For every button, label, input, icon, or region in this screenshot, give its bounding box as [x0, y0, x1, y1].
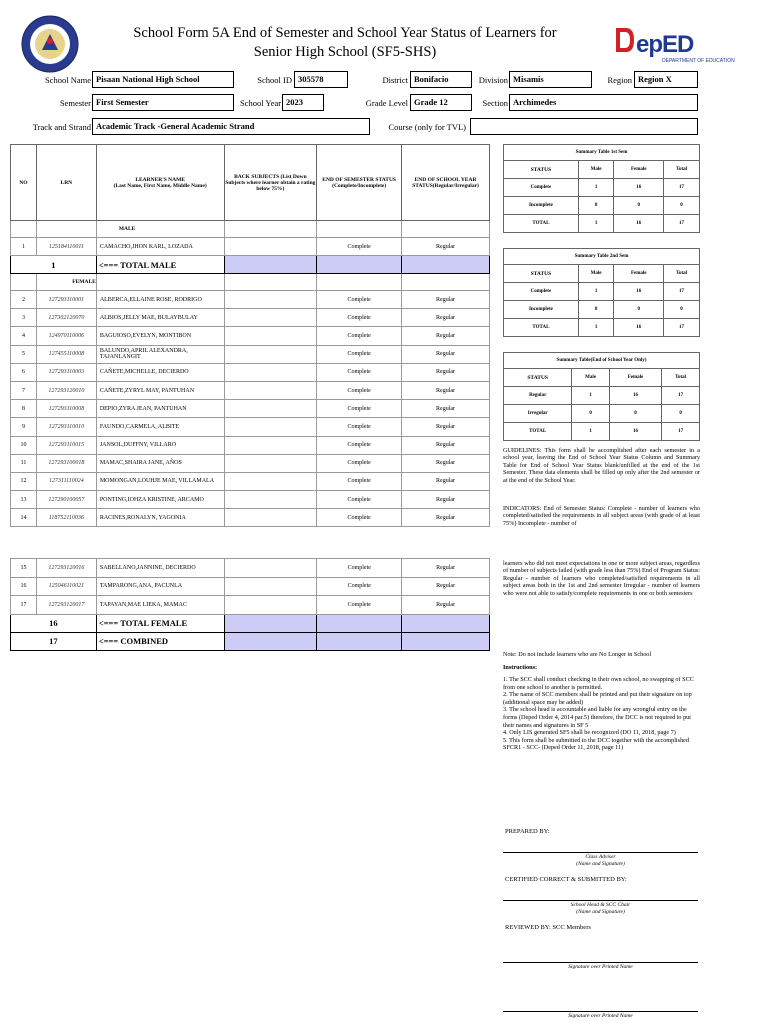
head-title: School Head & SCC Chair [570, 902, 631, 908]
cell-no: 5 [11, 345, 37, 363]
cell-back-subjects [224, 491, 317, 509]
indicators-text-top: INDICATORS: End of Semester Status: Complete - number of learners who completed/satisfied the requirements in all subject areas (with grade of at least 75%) Incomplete - number of [503, 505, 700, 527]
summary-cell-f: 16 [614, 283, 664, 301]
cell-name: TAPAYAN,MAE LIEKA, MAMAC [96, 596, 224, 615]
summary-row [504, 423, 700, 441]
head-caption [503, 902, 698, 915]
summary2-total-header: Total [664, 265, 700, 283]
table-row [11, 309, 490, 327]
table-row [11, 596, 490, 615]
school-name-label: School Name [44, 75, 91, 85]
cell-eoy-status: Regular [402, 381, 490, 399]
summary-row [504, 301, 700, 319]
summary-row [504, 215, 700, 233]
col-eoy-header: END OF SCHOOL YEAR STATUS(Regular/Irregular) [402, 145, 490, 221]
instruction-4: 4. Only LIS generated SF5 shall be recognized (DO 11, 2018, page 7) [503, 729, 676, 737]
cell-lrn: 127293120017 [36, 596, 96, 615]
summary-table-2nd-sem [503, 248, 700, 337]
cell-eoy-status: Regular [402, 418, 490, 436]
total-female-row [11, 614, 490, 632]
summary-cell-m: 0 [572, 405, 609, 423]
grade-level-label: Grade Level [365, 98, 408, 108]
summary-cell-t: 17 [664, 319, 700, 337]
cell-name: CAÑETE,MICHELLE, DECIERDO [96, 363, 224, 381]
table-row [11, 472, 490, 490]
cell-eos-status: Complete [317, 291, 402, 309]
cell-name: BALUNDO,APRIL ALEXANDRA, TAJANLANGIT [96, 345, 224, 363]
cell-eos-status: Complete [317, 436, 402, 454]
cell-back-subjects [224, 436, 317, 454]
member2-signature-line[interactable] [503, 1011, 698, 1012]
table-row [11, 436, 490, 454]
cell-no: 3 [11, 309, 37, 327]
summary-cell-m: 1 [578, 215, 614, 233]
summary-cell-m: 1 [578, 179, 614, 197]
col-back-header: BACK SUBJECTS (List Down Subjects where learner obtain a rating below 75%) [224, 145, 317, 221]
cell-name: MAMAC,SHAIRA JANE, AÑOS [96, 454, 224, 472]
cell-no: 8 [11, 400, 37, 418]
course-label: Course (only for TVL) [388, 122, 466, 132]
deped-logo [612, 22, 742, 68]
summary-cell-f: 0 [609, 405, 661, 423]
cell-lrn: 127302120070 [36, 309, 96, 327]
summary-cell-label: Regular [504, 387, 572, 405]
cell-eoy-status: Regular [402, 291, 490, 309]
cell-name: MOMONGAN,LOUHJE MAE, VILLAMALA [96, 472, 224, 490]
instruction-2: 2. The name of SCC members shall be printed and put their signature on top (additional space may be added) [503, 691, 692, 706]
cell-no: 13 [11, 491, 37, 509]
total-male-count: 1 [11, 256, 97, 274]
summary-row [504, 197, 700, 215]
table-row [11, 291, 490, 309]
indicators-text-bottom: learners who did not meet expectations in one or more subject areas, regardless of number of subjects failed (with grade less than 75%) End of Program Status: Regular - number of learners who completed/satisfied requirements in all subject areas both in the 1st and 2nd semester Irregular - number of learners who were not able to satisfy/complete requirements in one or both semesters [503, 560, 700, 597]
cell-lrn: 127293110010 [36, 418, 96, 436]
cell-eos-status: Complete [317, 596, 402, 615]
cell-lrn: 127293110003 [36, 363, 96, 381]
reviewed-by-label: REVIEWED BY: SCC Members [505, 924, 591, 931]
cell-eos-status: Complete [317, 491, 402, 509]
cell-no: 7 [11, 381, 37, 399]
cell-back-subjects [224, 345, 317, 363]
summary-cell-label: Complete [504, 179, 579, 197]
summary-cell-m: 1 [578, 283, 614, 301]
cell-lrn: 127290100057 [36, 491, 96, 509]
total-male-row [11, 256, 490, 274]
cell-name: RACINES,RONALYN, YAGONIA [96, 509, 224, 527]
cell-eoy-status: Regular [402, 596, 490, 615]
cell-eos-status: Complete [317, 509, 402, 527]
cell-eos-status: Complete [317, 472, 402, 490]
cell-eoy-status: Regular [402, 238, 490, 256]
table-row [11, 491, 490, 509]
school-year-label: School Year [240, 98, 282, 108]
cell-name: ALBIOS,JELLY MAE, BULAYBULAY [96, 309, 224, 327]
table-row [11, 381, 490, 399]
cell-name: SABELLANO,JANNINE, DECIERDO [96, 559, 224, 578]
summary-row [504, 387, 700, 405]
cell-eos-status: Complete [317, 400, 402, 418]
member2-caption: Signature over Printed Name [568, 1013, 633, 1019]
cell-no: 4 [11, 327, 37, 345]
cell-lrn: 127293110008 [36, 400, 96, 418]
head-subtitle: (Name and Signature) [576, 908, 625, 915]
male-label: MALE [96, 221, 224, 238]
cell-no: 15 [11, 559, 37, 578]
col-eos-header [317, 145, 402, 221]
summary-cell-m: 0 [578, 197, 614, 215]
cell-eos-status: Complete [317, 381, 402, 399]
cell-lrn: 118752110036 [36, 509, 96, 527]
col-no-header: NO [11, 145, 37, 221]
cell-back-subjects [224, 291, 317, 309]
instruction-5: 5. This form shall be submitted to the DCC together with the accomplished SFCR1 - SCC- (Deped Order 11, 2018, page 11) [503, 736, 689, 752]
col-eos-sub: (Complete/Incomplete) [332, 182, 387, 189]
summary-table-1st-sem [503, 144, 700, 233]
cell-no: 14 [11, 509, 37, 527]
summary3-male-header: Male [572, 369, 609, 387]
guidelines-text: GUIDELINES: This form shall be accomplished after each semester in a school year, leaving the End of School Year Status Column and Summary Table for End of School Year Status blank/unfilled at the end of the 1st Semester. These data elements shall be filled up only after the 2nd semester or at the end of the School Year. [503, 447, 700, 484]
member1-caption: Signature over Printed Name [568, 964, 633, 970]
district-label: District [382, 75, 408, 85]
member1-signature-line[interactable] [503, 962, 698, 963]
summary-cell-f: 16 [609, 387, 661, 405]
table-row [11, 577, 490, 596]
cell-eos-status: Complete [317, 345, 402, 363]
cell-eoy-status: Regular [402, 509, 490, 527]
cell-eoy-status: Regular [402, 559, 490, 578]
cell-lrn: 127293100018 [36, 454, 96, 472]
cell-no: 2 [11, 291, 37, 309]
cell-back-subjects [224, 418, 317, 436]
cell-name: JANSOL,DUFFNY, VILLARO [96, 436, 224, 454]
cell-no: 11 [11, 454, 37, 472]
summary-cell-f: 16 [614, 179, 664, 197]
summary2-male-header: Male [578, 265, 614, 283]
cell-eos-status: Complete [317, 577, 402, 596]
female-label: FEMALE [36, 274, 96, 291]
summary-cell-t: 17 [662, 387, 700, 405]
cell-eoy-status: Regular [402, 454, 490, 472]
summary3-female-header: Female [609, 369, 661, 387]
course-field[interactable] [470, 118, 698, 135]
cell-lrn: 127293120016 [36, 559, 96, 578]
summary-cell-label: Irregular [504, 405, 572, 423]
cell-eoy-status: Regular [402, 345, 490, 363]
cell-back-subjects [224, 309, 317, 327]
summary3-total-header: Total [662, 369, 700, 387]
instructions-list [503, 676, 700, 752]
adviser-signature-line[interactable] [503, 852, 698, 853]
track-label: Track and Strand [32, 122, 91, 132]
cell-name: CAMACHO,JHON KARL, LOZADA [96, 238, 224, 256]
summary2-female-header: Female [614, 265, 664, 283]
summary-cell-label: Complete [504, 283, 579, 301]
summary-cell-m: 1 [572, 423, 609, 441]
cell-lrn: 127293110015 [36, 436, 96, 454]
cell-eoy-status: Regular [402, 472, 490, 490]
table-row [11, 345, 490, 363]
section-label: Section [482, 98, 508, 108]
cell-back-subjects [224, 472, 317, 490]
cell-name: PONTING,IOHZA KRISTINE, ARCAMO [96, 491, 224, 509]
cell-back-subjects [224, 596, 317, 615]
summary-row [504, 319, 700, 337]
learners-table-page1 [10, 144, 490, 527]
summary-table-end-of-year [503, 352, 700, 441]
region-field[interactable]: Region X [634, 71, 698, 88]
summary1-status-header: STATUS [504, 161, 579, 179]
cell-name: ALBERCA,ELLAINE ROSE, RODRIGO [96, 291, 224, 309]
total-female-count: 16 [11, 614, 97, 632]
instruction-3: 3. The school head is accountable and liable for any wrongful entry on the forms (Deped Order 4, 2014 par.5) therefore, the DCC is not required to put their names and signatures in SF 5 [503, 706, 691, 729]
summary1-female-header: Female [614, 161, 664, 179]
summary-cell-label: TOTAL [504, 423, 572, 441]
deped-seal-icon [20, 14, 80, 74]
table-header-row [11, 145, 490, 221]
cell-eoy-status: Regular [402, 363, 490, 381]
school-id-field[interactable]: 305578 [294, 71, 348, 88]
school-name-field[interactable]: Pisaan National High School [92, 71, 234, 88]
cell-name: BAGUIOSO,EVELYN, MONTIBON [96, 327, 224, 345]
certified-label: CERTIFIED CORRECT & SUBMITTED BY: [505, 876, 627, 883]
adviser-caption [503, 854, 698, 867]
table-row [11, 363, 490, 381]
semester-label: Semester [59, 98, 91, 108]
table-row [11, 327, 490, 345]
summary1-caption: Summary Table 1st Sem [504, 145, 700, 161]
cell-no: 17 [11, 596, 37, 615]
table-row [11, 559, 490, 578]
cell-eoy-status: Regular [402, 400, 490, 418]
cell-no: 1 [11, 238, 37, 256]
cell-name: TAMPARONG,ANA, PACUNLA [96, 577, 224, 596]
cell-back-subjects [224, 381, 317, 399]
cell-lrn: 124970110006 [36, 327, 96, 345]
prepared-by-label: PREPARED BY: [505, 828, 550, 835]
summary-cell-m: 1 [572, 387, 609, 405]
cell-back-subjects [224, 577, 317, 596]
cell-eoy-status: Regular [402, 309, 490, 327]
cell-eos-status: Complete [317, 559, 402, 578]
combined-label: <=== COMBINED [96, 632, 224, 650]
summary-row [504, 405, 700, 423]
cell-eoy-status: Regular [402, 577, 490, 596]
summary-cell-t: 0 [664, 197, 700, 215]
cell-eoy-status: Regular [402, 327, 490, 345]
col-lrn-header: LRN [36, 145, 96, 221]
summary2-caption: Summary Table 2nd Sem [504, 249, 700, 265]
cell-back-subjects [224, 327, 317, 345]
summary-cell-t: 0 [662, 405, 700, 423]
cell-no: 6 [11, 363, 37, 381]
table-row [11, 418, 490, 436]
summary-cell-label: TOTAL [504, 215, 579, 233]
summary-cell-m: 0 [578, 301, 614, 319]
cell-eos-status: Complete [317, 238, 402, 256]
table-row [11, 238, 490, 256]
summary1-total-header: Total [664, 161, 700, 179]
instruction-1: 1. The SCC shall conduct checking in their own school, no swapping of SCC from one school to another is permitted. [503, 676, 694, 691]
summary-cell-m: 1 [578, 319, 614, 337]
summary-cell-f: 16 [614, 319, 664, 337]
note-line: Note: Do not include learners who are No Longer in School [503, 651, 652, 658]
combined-count: 17 [11, 632, 97, 650]
summary-cell-f: 16 [609, 423, 661, 441]
section-field[interactable]: Archimedes [509, 94, 698, 111]
summary-cell-t: 17 [664, 215, 700, 233]
summary2-status-header: STATUS [504, 265, 579, 283]
cell-back-subjects [224, 400, 317, 418]
female-section-row [11, 274, 490, 291]
learners-table-page2 [10, 558, 490, 651]
semester-field[interactable]: First Semester [92, 94, 234, 111]
summary-cell-f: 0 [614, 197, 664, 215]
district-field[interactable]: Bonifacio [410, 71, 472, 88]
form-title-line1: School Form 5A End of Semester and School Year Status of Learners for [133, 25, 557, 41]
cell-eos-status: Complete [317, 454, 402, 472]
cell-back-subjects [224, 559, 317, 578]
summary-cell-t: 0 [664, 301, 700, 319]
cell-name: DEPIO,ZYRA JEAN, PANTUHAN [96, 400, 224, 418]
table-row [11, 454, 490, 472]
division-label: Division [478, 75, 508, 85]
col-name-header [96, 145, 224, 221]
instructions-title: Instructions: [503, 664, 538, 671]
summary3-caption: Summary Table(End of School Year Only) [504, 353, 700, 369]
division-field[interactable]: Misamis [509, 71, 592, 88]
cell-no: 12 [11, 472, 37, 490]
table-row [11, 400, 490, 418]
head-signature-line[interactable] [503, 900, 698, 901]
summary-cell-label: TOTAL [504, 319, 579, 337]
deped-logo-sub: DEPARTMENT OF EDUCATION [662, 58, 735, 64]
cell-eoy-status: Regular [402, 491, 490, 509]
table-row [11, 509, 490, 527]
cell-no: 10 [11, 436, 37, 454]
total-female-label: <=== TOTAL FEMALE [96, 614, 224, 632]
form-title-line2: Senior High School (SF5-SHS) [253, 44, 437, 60]
col-name-sub: (Last Name, First Name, Middle Name) [113, 182, 207, 189]
summary-row [504, 283, 700, 301]
summary-cell-label: Incomplete [504, 301, 579, 319]
cell-lrn: 127311110024 [36, 472, 96, 490]
school-year-field[interactable]: 2023 [282, 94, 324, 111]
summary-cell-t: 17 [664, 179, 700, 197]
deped-logo-text: epED [636, 31, 694, 58]
grade-level-field[interactable]: Grade 12 [410, 94, 472, 111]
track-field[interactable]: Academic Track -General Academic Strand [92, 118, 370, 135]
summary-row [504, 179, 700, 197]
cell-lrn: 127455110008 [36, 345, 96, 363]
cell-eos-status: Complete [317, 327, 402, 345]
cell-back-subjects [224, 454, 317, 472]
adviser-title: Class Adviser [585, 854, 616, 860]
col-eos-title: END OF SEMESTER STATUS [322, 176, 396, 183]
summary-cell-t: 17 [664, 283, 700, 301]
cell-back-subjects [224, 238, 317, 256]
total-male-label: <=== TOTAL MALE [96, 256, 224, 274]
cell-eos-status: Complete [317, 418, 402, 436]
cell-back-subjects [224, 363, 317, 381]
cell-eos-status: Complete [317, 309, 402, 327]
male-section-row [11, 221, 490, 238]
cell-lrn: 127293120010 [36, 381, 96, 399]
col-name-title: LEARNER'S NAME [135, 176, 185, 183]
summary-cell-t: 17 [662, 423, 700, 441]
cell-eos-status: Complete [317, 363, 402, 381]
summary3-status-header: STATUS [504, 369, 572, 387]
cell-name: FAUNDO,CARMELA, ALBITE [96, 418, 224, 436]
form-title [120, 24, 570, 62]
cell-no: 16 [11, 577, 37, 596]
summary-cell-label: Incomplete [504, 197, 579, 215]
cell-no: 9 [11, 418, 37, 436]
summary-cell-f: 16 [614, 215, 664, 233]
cell-lrn: 125046110021 [36, 577, 96, 596]
cell-lrn: 125184110011 [36, 238, 96, 256]
summary1-male-header: Male [578, 161, 614, 179]
region-label: Region [607, 75, 632, 85]
cell-lrn: 127293110001 [36, 291, 96, 309]
cell-eoy-status: Regular [402, 436, 490, 454]
school-id-label: School ID [257, 75, 292, 85]
adviser-subtitle: (Name and Signature) [576, 860, 625, 867]
cell-name: CAÑETE,ZYRYL MAY, PANTUHAN [96, 381, 224, 399]
summary-cell-f: 0 [614, 301, 664, 319]
cell-back-subjects [224, 509, 317, 527]
combined-row [11, 632, 490, 650]
